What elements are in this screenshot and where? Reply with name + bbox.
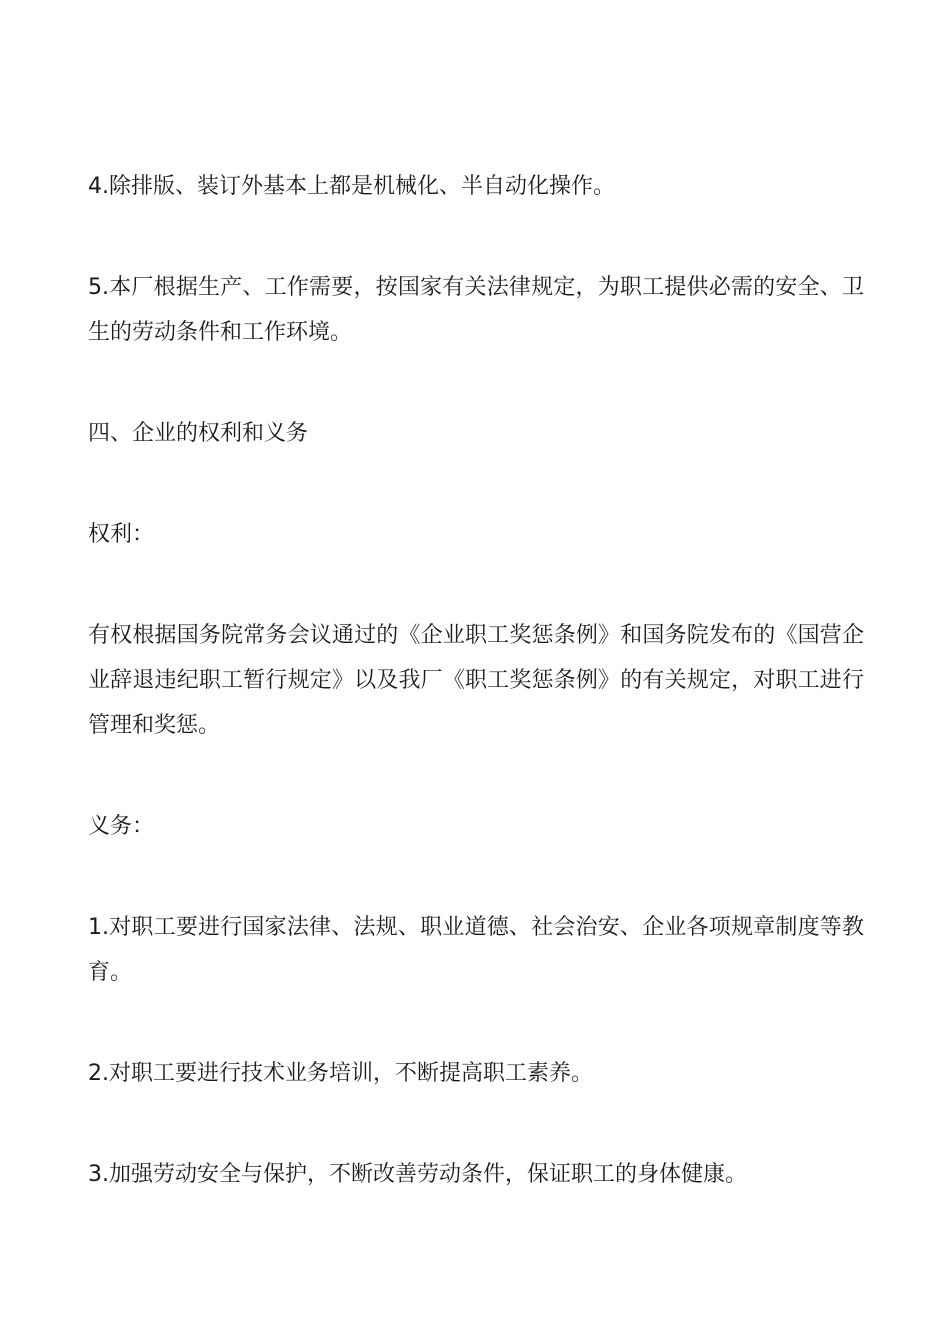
paragraph-item-5: 5.本厂根据生产、工作需要，按国家有关法律规定，为职工提供必需的安全、卫生的劳动条件和工作环境。 — [88, 275, 864, 345]
duty-item-2: 2.对职工要进行技术业务培训，不断提高职工素养。 — [88, 1061, 593, 1086]
rights-heading: 权利： — [88, 522, 155, 547]
duty-item-1: 1.对职工要进行国家法律、法规、职业道德、社会治安、企业各项规章制度等教育。 — [88, 915, 864, 985]
duties-heading: 义务： — [88, 814, 155, 839]
duty-item-3: 3.加强劳动安全与保护，不断改善劳动条件，保证职工的身体健康。 — [88, 1162, 747, 1187]
document-body — [88, 164, 864, 1197]
paragraph-item-4: 4.除排版、装订外基本上都是机械化、半自动化操作。 — [88, 174, 615, 199]
section-heading: 四、企业的权利和义务 — [88, 421, 309, 446]
rights-paragraph: 有权根据国务院常务会议通过的《企业职工奖惩条例》和国务院发布的《国营企业辞退违纪职工暂行规定》以及我厂《职工奖惩条例》的有关规定，对职工进行管理和奖惩。 — [88, 623, 864, 738]
